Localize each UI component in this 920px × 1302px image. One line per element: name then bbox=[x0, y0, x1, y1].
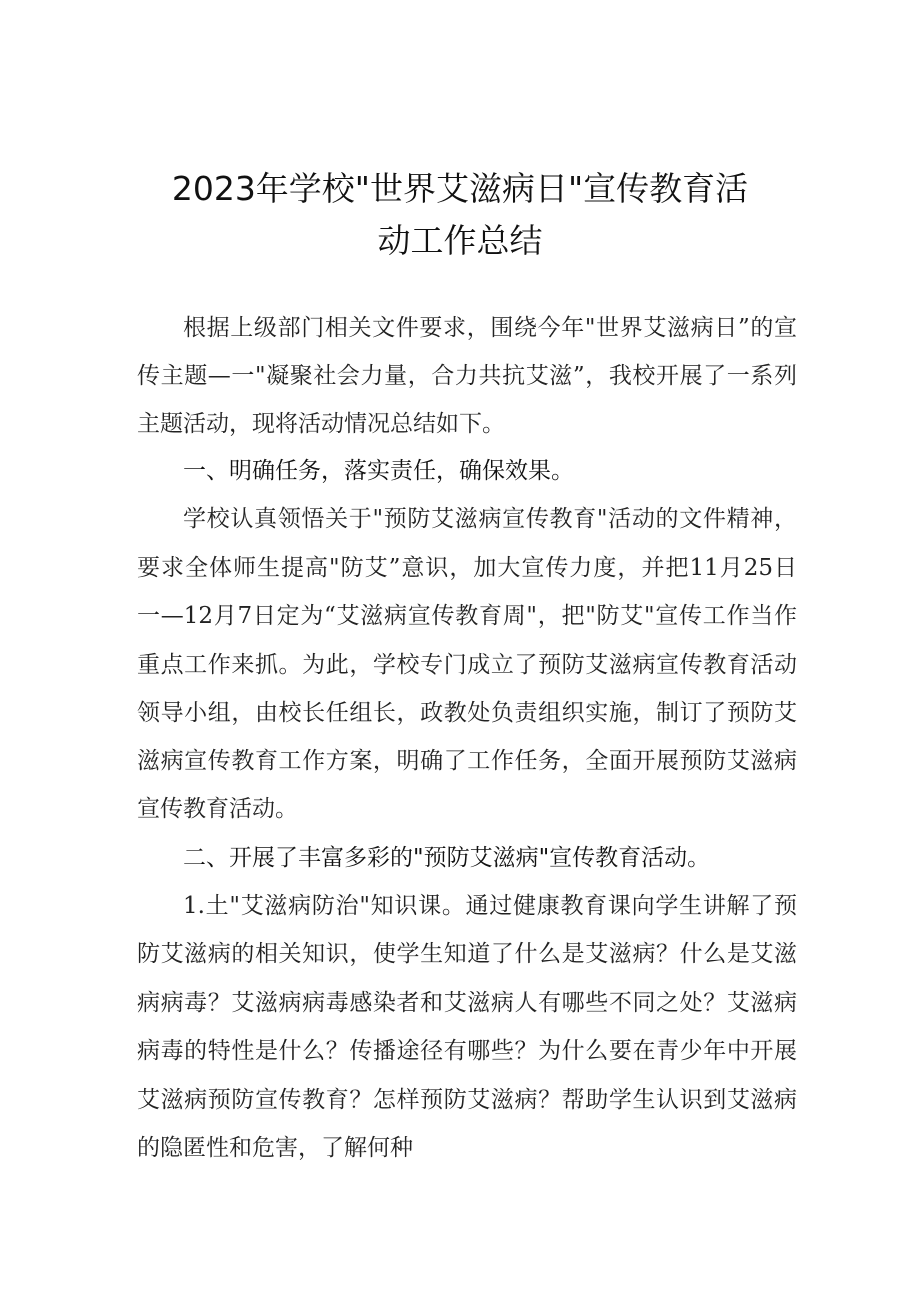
intro-line-1: 根据上级部门相关文件要求，围绕今年"世界艾滋病日”的宣 bbox=[183, 315, 797, 341]
section2-line-1: 1.土"艾滋病防治"知识课。通过健康教育课向学生讲解了预 bbox=[183, 893, 797, 919]
section2-line-6: 的隐匿性和危害，了解何种 bbox=[137, 1135, 413, 1161]
section2-line-2: 防艾滋病的相关知识，使学生知道了什么是艾滋病？什么是艾滋 bbox=[137, 941, 797, 967]
section1-line-2: 要求全体师生提高"防艾”意识，加大宣传力度，并把11月25日 bbox=[137, 555, 797, 581]
section2-line-5: 艾滋病预防宣传教育？怎样预防艾滋病？帮助学生认识到艾滋病 bbox=[137, 1087, 797, 1113]
section-heading-1: 一、明确任务，落实责任，确保效果。 bbox=[183, 458, 574, 484]
intro-line-2: 传主题—一"凝聚社会力量，合力共抗艾滋”，我校开展了一系列 bbox=[137, 363, 797, 389]
section1-line-3: 一—12月7日定为“艾滋病宣传教育周"，把"防艾"宣传工作当作 bbox=[137, 603, 797, 629]
section1-line-6: 滋病宣传教育工作方案，明确了工作任务，全面开展预防艾滋病 bbox=[137, 748, 797, 774]
section1-line-7: 宣传教育活动。 bbox=[137, 796, 298, 822]
section-heading-2: 二、开展了丰富多彩的"预防艾滋病"宣传教育活动。 bbox=[183, 845, 711, 871]
section1-line-4: 重点工作来抓。为此，学校专门成立了预防艾滋病宣传教育活动 bbox=[137, 652, 797, 678]
document-title-line-2: 动工作总结 bbox=[377, 221, 543, 260]
section2-line-4: 病毒的特性是什么？传播途径有哪些？为什么要在青少年中开展 bbox=[137, 1038, 797, 1064]
intro-line-3: 主题活动，现将活动情况总结如下。 bbox=[137, 411, 505, 437]
section2-line-3: 病病毒？艾滋病病毒感染者和艾滋病人有哪些不同之处？艾滋病 bbox=[137, 990, 797, 1016]
document-title-line-1: 2023年学校"世界艾滋病日"宣传教育活 bbox=[171, 169, 749, 208]
section1-line-5: 领导小组，由校长任组长，政教处负责组织实施，制订了预防艾 bbox=[137, 700, 797, 726]
section1-line-1: 学校认真领悟关于"预防艾滋病宣传教育"活动的文件精神， bbox=[183, 506, 797, 532]
